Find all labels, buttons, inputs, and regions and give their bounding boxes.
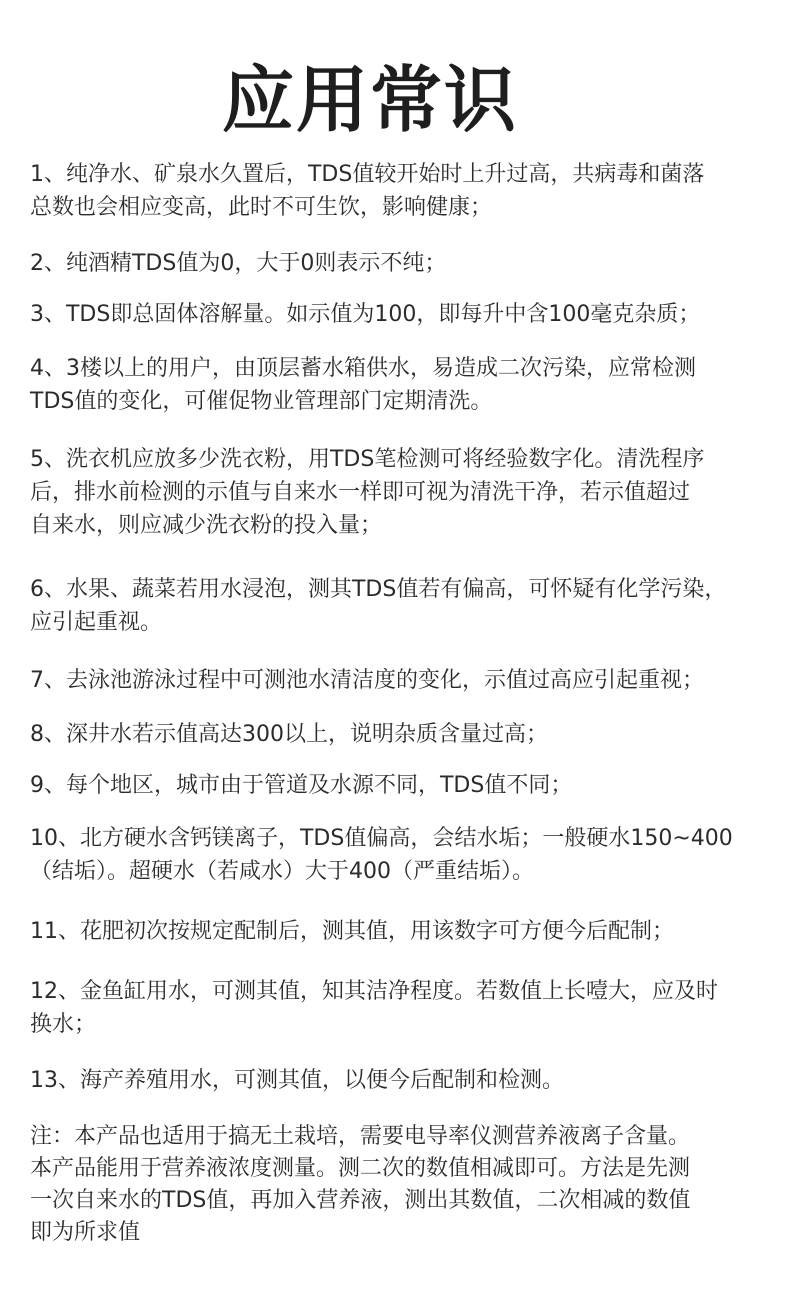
tip-item-12: 12、金鱼缸用水，可测其值，知其洁净程度。若数值上长噎大，应及时 换水； xyxy=(30,979,718,1037)
tip-item-13: 13、海产养殖用水，可测其值，以便今后配制和检测。 xyxy=(30,1068,564,1093)
tip-item-6: 6、水果、蔬菜若用水浸泡，测其TDS值若有偏高，可怀疑有化学污染， 应引起重视。 xyxy=(30,577,727,635)
tip-item-8: 8、深井水若示值高达300以上，说明杂质含量过高； xyxy=(30,722,548,747)
tip-item-10: 10、北方硬水含钙镁离子，TDS值偏高，会结水垢；一般硬水150~400 （结垢）。超硬水（若咸水）大于400（严重结垢）。 xyxy=(30,826,733,884)
tip-item-4: 4、3楼以上的用户，由顶层蓄水箱供水，易造成二次污染，应常检测 TDS值的变化，可催促物业管理部门定期清洗。 xyxy=(30,356,696,414)
tip-item-7: 7、去泳池游泳过程中可测池水清洁度的变化，示值过高应引起重视； xyxy=(30,668,704,693)
product-note: 注：本产品也适用于搞无土栽培，需要电导率仪测营养液离子含量。 本产品能用于营养液浓度测量。测二次的数值相减即可。方法是先测 一次自来水的TDS值，再加入营养液，测出其数值，二次相减的数值 即为所求值 xyxy=(30,1124,691,1245)
tip-item-11: 11、花肥初次按规定配制后，测其值，用该数字可方便今后配制； xyxy=(30,919,674,944)
tip-item-3: 3、TDS即总固体溶解量。如示值为100，即每升中含100毫克杂质； xyxy=(30,302,701,327)
tip-item-1: 1、纯净水、矿泉水久置后，TDS值较开始时上升过高，共病毒和菌落 总数也会相应变高，此时不可生饮，影响健康； xyxy=(30,162,705,220)
page-title: 应用常识 xyxy=(221,58,518,142)
tip-item-5: 5、洗衣机应放多少洗衣粉，用TDS笔检测可将经验数字化。清洗程序 后，排水前检测的示值与自来水一样即可视为清洗干净，若示值超过 自来水，则应减少洗衣粉的投入量； xyxy=(30,447,705,538)
tip-item-2: 2、纯酒精TDS值为0，大于0则表示不纯； xyxy=(30,251,447,276)
tip-item-9: 9、每个地区，城市由于管道及水源不同，TDS值不同； xyxy=(30,773,573,798)
